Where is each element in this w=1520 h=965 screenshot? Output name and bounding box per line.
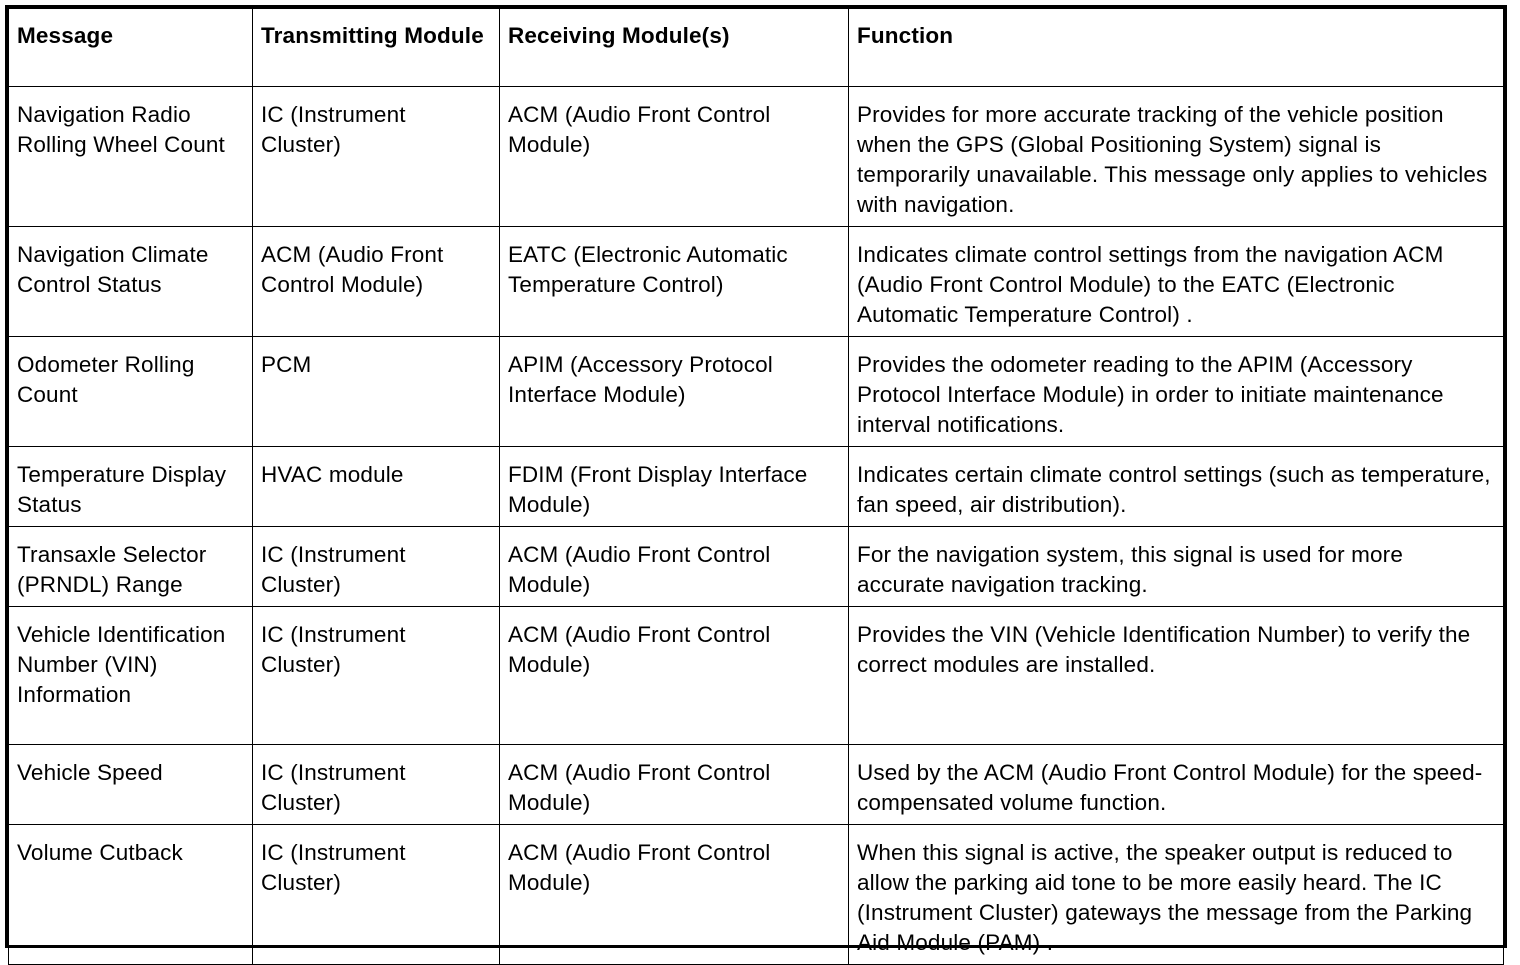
message-table xyxy=(8,8,1504,965)
cell-message: Odometer Rolling Count xyxy=(9,337,253,447)
table-row xyxy=(9,337,1504,447)
cell-transmitting: IC (Instrument Cluster) xyxy=(253,527,500,607)
table-row xyxy=(9,227,1504,337)
header-transmitting-module: Transmitting Module xyxy=(253,9,500,87)
table-row xyxy=(9,825,1504,965)
cell-function: Provides the VIN (Vehicle Identification Number) to verify the correct modules are installed. xyxy=(849,607,1504,745)
cell-transmitting: IC (Instrument Cluster) xyxy=(253,745,500,825)
cell-transmitting: ACM (Audio Front Control Module) xyxy=(253,227,500,337)
cell-receiving: FDIM (Front Display Interface Module) xyxy=(500,447,849,527)
cell-function: Used by the ACM (Audio Front Control Module) for the speed-compensated volume function. xyxy=(849,745,1504,825)
cell-message: Transaxle Selector (PRNDL) Range xyxy=(9,527,253,607)
cell-receiving: ACM (Audio Front Control Module) xyxy=(500,745,849,825)
cell-receiving: ACM (Audio Front Control Module) xyxy=(500,825,849,965)
cell-message: Navigation Radio Rolling Wheel Count xyxy=(9,87,253,227)
cell-transmitting: HVAC module xyxy=(253,447,500,527)
header-function: Function xyxy=(849,9,1504,87)
cell-function: Indicates climate control settings from the navigation ACM (Audio Front Control Module) to the EATC (Electronic Automatic Temperature Control) . xyxy=(849,227,1504,337)
cell-function: When this signal is active, the speaker output is reduced to allow the parking aid tone to be more easily heard. The IC (Instrument Cluster) gateways the message from the Parking Aid Module (PAM) . xyxy=(849,825,1504,965)
table-row xyxy=(9,607,1504,745)
cell-message: Navigation Climate Control Status xyxy=(9,227,253,337)
cell-message: Temperature Display Status xyxy=(9,447,253,527)
message-table-container xyxy=(5,5,1507,955)
table-header-row xyxy=(9,9,1504,87)
cell-transmitting: IC (Instrument Cluster) xyxy=(253,607,500,745)
cell-message: Volume Cutback xyxy=(9,825,253,965)
cell-receiving: ACM (Audio Front Control Module) xyxy=(500,87,849,227)
table-row xyxy=(9,527,1504,607)
cell-transmitting: IC (Instrument Cluster) xyxy=(253,825,500,965)
cell-receiving: EATC (Electronic Automatic Temperature Control) xyxy=(500,227,849,337)
cell-receiving: APIM (Accessory Protocol Interface Module) xyxy=(500,337,849,447)
header-receiving-modules: Receiving Module(s) xyxy=(500,9,849,87)
table-row xyxy=(9,447,1504,527)
cell-receiving: ACM (Audio Front Control Module) xyxy=(500,607,849,745)
header-message: Message xyxy=(9,9,253,87)
cell-transmitting: IC (Instrument Cluster) xyxy=(253,87,500,227)
table-row xyxy=(9,745,1504,825)
cell-function: Provides for more accurate tracking of the vehicle position when the GPS (Global Positioning System) signal is temporarily unavailable. This message only applies to vehicles with navigation. xyxy=(849,87,1504,227)
cell-message: Vehicle Identification Number (VIN) Information xyxy=(9,607,253,745)
cell-function: Indicates certain climate control settings (such as temperature, fan speed, air distribution). xyxy=(849,447,1504,527)
table-row xyxy=(9,87,1504,227)
cell-message: Vehicle Speed xyxy=(9,745,253,825)
cell-transmitting: PCM xyxy=(253,337,500,447)
cell-function: Provides the odometer reading to the APIM (Accessory Protocol Interface Module) in order to initiate maintenance interval notifications. xyxy=(849,337,1504,447)
cell-receiving: ACM (Audio Front Control Module) xyxy=(500,527,849,607)
cell-function: For the navigation system, this signal is used for more accurate navigation tracking. xyxy=(849,527,1504,607)
